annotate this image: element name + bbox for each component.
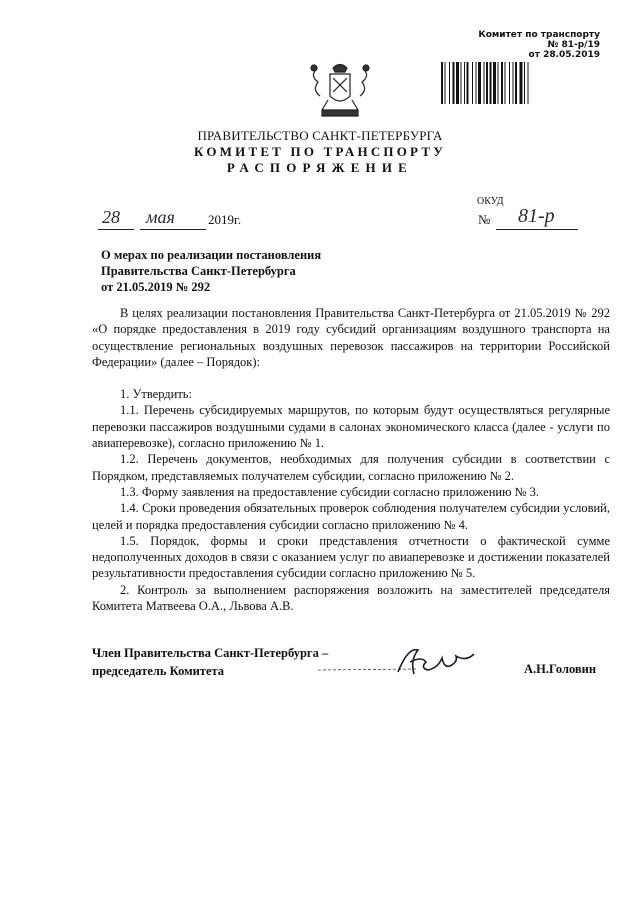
barcode-bar: [472, 62, 473, 104]
stamp-number: № 81-р/19: [547, 40, 600, 50]
barcode-bar: [498, 62, 499, 104]
barcode-bar: [461, 62, 462, 104]
number-handwritten: 81-р: [518, 205, 555, 227]
signatory-title: [92, 644, 328, 680]
clause-1-3: 1.3. Форму заявления на предоставление субсидии согласно приложению № 3.: [120, 484, 539, 499]
barcode-bar: [493, 62, 496, 104]
signatory-title-line: Член Правительства Санкт-Петербурга –: [92, 646, 329, 660]
okud-label: ОКУД: [477, 196, 504, 207]
clause-1-1: 1.1. Перечень субсидируемых маршрутов, по которым будут осуществляться регулярные перевозки пассажиров воздушными судами в салонах экономического класса (далее - услуги по авиаперевозке), согласно приложению № 1.: [92, 403, 610, 451]
signatory-title-line: председатель Комитета: [92, 664, 225, 678]
barcode-bar: [513, 62, 514, 104]
signatory-name: А.Н.Головин: [524, 662, 597, 676]
barcode-bar: [441, 62, 443, 104]
barcode-bar: [490, 62, 492, 104]
barcode-bar: [515, 62, 517, 104]
date-day-underline: [98, 229, 134, 230]
barcode-bar: [453, 62, 455, 104]
subject-line: О мерах по реализации постановления: [101, 248, 322, 262]
barcode-bar: [520, 62, 523, 104]
document-number: [478, 207, 578, 231]
number-underline: [496, 229, 578, 230]
barcode-bar: [505, 62, 506, 104]
stamp-organization: Комитет по транспорту: [478, 30, 600, 40]
barcode-bar: [486, 62, 488, 104]
barcode-bar: [478, 62, 481, 104]
barcode-bar: [445, 62, 446, 104]
document-subject: [101, 247, 401, 295]
barcode-bar: [501, 62, 503, 104]
intro-paragraph: В целях реализации постановления Правительства Санкт-Петербурга от 21.05.2019 № 292 «О порядке предоставления в 2019 году субсидий организациям воздушного транспорта на осуществление региональных воздушных перевозок пассажиров на территории Российской Федерации» (далее – Порядок):: [92, 306, 610, 369]
clause-2: 2. Контроль за выполнением распоряжения возложить на заместителей председателя Комитета Матвеева О.А., Львова А.В.: [92, 582, 610, 614]
clause-1-4: 1.4. Сроки проведения обязательных проверок соблюдения получателем субсидии условий, целей и порядка предоставления субсидии согласно приложению № 4.: [92, 501, 610, 532]
barcode-bar: [449, 62, 450, 104]
document-date: [98, 207, 248, 231]
clause-1: 1. Утвердить:: [120, 387, 192, 402]
barcode-bar: [456, 62, 459, 104]
barcode-bar: [528, 62, 529, 104]
date-day-handwritten: 28: [102, 207, 120, 227]
barcode-bar: [464, 62, 465, 104]
date-month-handwritten: мая: [146, 207, 175, 227]
registration-stamp: [440, 30, 600, 60]
coat-of-arms-icon: [300, 60, 380, 122]
barcode-bar: [524, 62, 525, 104]
handwritten-signature: [318, 642, 498, 682]
barcode-bar: [484, 62, 485, 104]
date-month-underline: [140, 229, 206, 230]
barcode-bar: [467, 62, 469, 104]
government-heading: ПРАВИТЕЛЬСТВО САНКТ-ПЕТЕРБУРГА: [197, 128, 443, 143]
stamp-date: от 28.05.2019: [528, 50, 600, 60]
number-sign: №: [478, 212, 491, 227]
barcode: [441, 62, 587, 104]
committee-heading: КОМИТЕТ ПО ТРАНСПОРТУ: [194, 144, 446, 159]
clause-1-2: 1.2. Перечень документов, необходимых для получения субсидии в соответствии с Порядком, представляемых получателем субсидии, согласно приложению № 2.: [92, 452, 610, 483]
clause-1-5: 1.5. Порядок, формы и сроки представления отчетности о фактической сумме недополученных доходов в связи с оказанием услуг по авиаперевозке и достижении показателей результативности предоставления субсидии согласно приложению № 5.: [92, 533, 610, 581]
document-body: [92, 305, 610, 614]
subject-line: Правительства Санкт-Петербурга: [101, 264, 296, 278]
subject-line: от 21.05.2019 № 292: [101, 280, 211, 294]
barcode-bar: [476, 62, 477, 104]
document-type-heading: РАСПОРЯЖЕНИЕ: [226, 160, 414, 175]
barcode-bar: [509, 62, 510, 104]
date-year: 2019г.: [208, 212, 242, 227]
